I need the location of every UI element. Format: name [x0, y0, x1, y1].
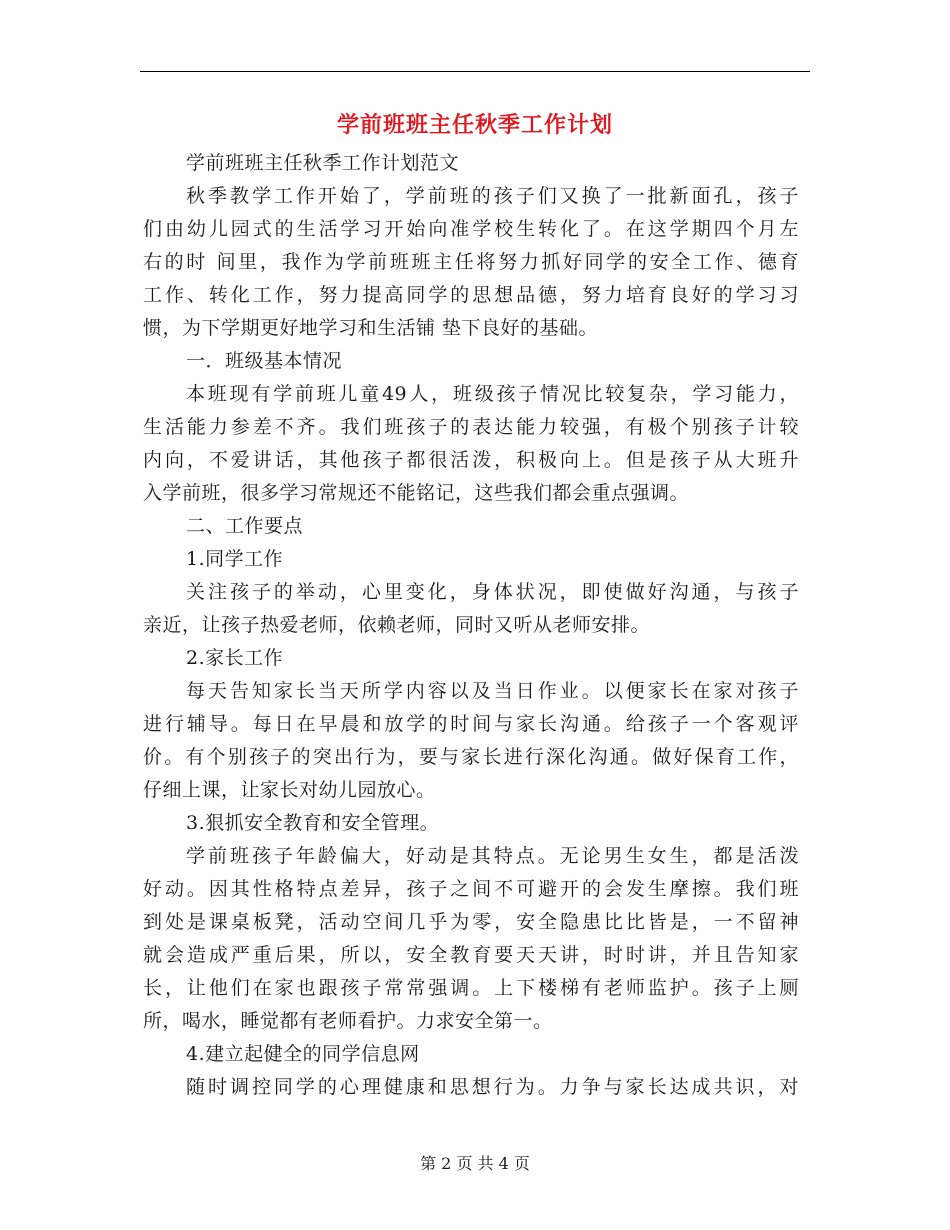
body-line: 秋季教学工作开始了，学前班的孩子们又换了一批新面孔，孩子: [186, 185, 799, 207]
body-line: 学前班孩子年龄偏大，好动是其特点。无论男生女生，都是活泼: [186, 845, 799, 867]
body-line: 们由幼儿园式的生活学习开始向准学校生转化了。在这学期四个月左: [143, 218, 799, 240]
body-line: 右的时 间里，我作为学前班班主任将努力抓好同学的安全工作、德育: [143, 251, 799, 273]
body-line: 仔细上课，让家长对幼儿园放心。: [143, 779, 436, 801]
body-line: 学前班班主任秋季工作计划范文: [186, 152, 460, 174]
body-line: 好动。因其性格特点差异，孩子之间不可避开的会发生摩擦。我们班: [143, 878, 799, 900]
body-line: 2.家长工作: [186, 647, 284, 669]
body-line: 工作、转化工作，努力提高同学的思想品德，努力培育良好的学习习: [143, 284, 799, 306]
body-line: 进行辅导。每日在早晨和放学的时间与家长沟通。给孩子一个客观评: [143, 713, 799, 735]
body-line: 亲近，让孩子热爱老师，依赖老师，同时又听从老师安排。: [143, 614, 651, 636]
body-line: 内向，不爱讲话，其他孩子都很活泼，积极向上。但是孩子从大班升: [143, 449, 799, 471]
page-footer: 第 2 页 共 4 页: [420, 1154, 530, 1173]
body-line: 随时调控同学的心理健康和思想行为。力争与家长达成共识，对: [186, 1076, 799, 1098]
header-rule: [140, 71, 810, 72]
document-body: [143, 147, 799, 1104]
body-line: 价。有个别孩子的突出行为，要与家长进行深化沟通。做好保育工作，: [143, 746, 799, 768]
body-line: 生活能力参差不齐。我们班孩子的表达能力较强，有极个别孩子计较: [143, 416, 799, 438]
body-line: 1.同学工作: [186, 548, 284, 570]
body-line: 所，喝水，睡觉都有老师看护。力求安全第一。: [143, 1010, 553, 1032]
body-line: 惯，为下学期更好地学习和生活铺 垫下良好的基础。: [143, 317, 599, 339]
body-line: 入学前班，很多学习常规还不能铭记，这些我们都会重点强调。: [143, 482, 690, 504]
body-line: 就会造成严重后果，所以，安全教育要天天讲，时时讲，并且告知家: [143, 944, 799, 966]
body-line: 每天告知家长当天所学内容以及当日作业。以便家长在家对孩子: [186, 680, 799, 702]
document-title: 学前班班主任秋季工作计划: [336, 113, 613, 138]
body-line: 长，让他们在家也跟孩子常常强调。上下楼梯有老师监护。孩子上厕: [143, 977, 799, 999]
body-line: 二、工作要点: [186, 515, 304, 537]
body-line: 本班现有学前班儿童49人，班级孩子情况比较复杂，学习能力，: [186, 383, 799, 405]
body-line: 一．班级基本情况: [186, 350, 343, 372]
body-line: 4.建立起健全的同学信息网: [186, 1043, 420, 1065]
body-line: 关注孩子的举动，心里变化，身体状况，即使做好沟通，与孩子: [186, 581, 799, 603]
body-line: 3.狠抓安全教育和安全管理。: [186, 812, 440, 834]
body-line: 到处是课桌板凳，活动空间几乎为零，安全隐患比比皆是，一不留神: [143, 911, 799, 933]
